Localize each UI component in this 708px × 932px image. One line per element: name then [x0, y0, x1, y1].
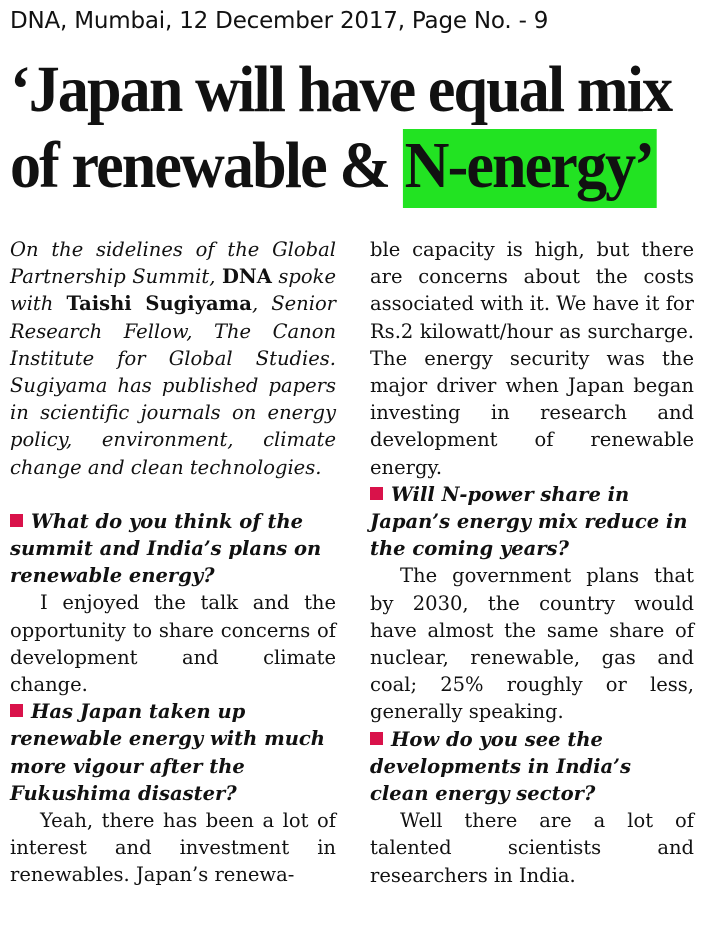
- intro-paragraph: [10, 236, 336, 481]
- answer-2-part-1: Yeah, there has been a lot of interest and investment in renewables. Japan’s renewa-: [10, 809, 336, 887]
- question-4: [370, 726, 694, 808]
- headline-highlight: N-energy’: [403, 129, 657, 208]
- intro-bold-dna: DNA: [221, 265, 272, 289]
- question-3-text: Will N-power share in Japan’s energy mix reduce in the coming years?: [370, 482, 688, 561]
- intro-text-2: spoke with: [10, 265, 336, 316]
- intro-bold-name: Taishi Sugiyama: [66, 292, 252, 316]
- answer-2-part-2: ble capacity is high, but there are concerns about the costs associated with it. We have it for Rs.2 kilowatt/hour as surcharge. The energy security was the major driver when Japan began investing in research and development of renewable energy.: [370, 238, 694, 479]
- answer-3: The government plans that by 2030, the country would have almost the same share of nuclear, renewable, gas and coal; 25% roughly or less, generally speaking.: [370, 564, 694, 724]
- question-4-text: How do you see the developments in India’s clean energy sector?: [370, 727, 631, 806]
- headline-line-2-text: of renewable &: [10, 129, 403, 202]
- bullet-square-icon: [370, 487, 383, 500]
- question-2: [10, 698, 336, 807]
- answer-4: Well there are a lot of talented scientists and researchers in India.: [370, 809, 694, 887]
- question-3: [370, 481, 694, 563]
- column-right: [370, 236, 694, 889]
- intro-text-3: , Senior Research Fellow, The Canon Institute for Global Studies. Sugiyama has published papers in scientific journals on energy policy, environment, climate change and clean technologies.: [10, 292, 337, 479]
- column-left: [10, 236, 336, 889]
- question-2-text: Has Japan taken up renewable energy with much more vigour after the Fukushima disaster?: [10, 700, 325, 805]
- intro-text-1: On the sidelines of the Global Partnership Summit,: [10, 238, 336, 289]
- question-1: [10, 508, 336, 590]
- headline: [10, 52, 672, 204]
- answer-1: I enjoyed the talk and the opportunity to share concerns of development and climate change.: [10, 591, 336, 697]
- spacer: [10, 481, 336, 508]
- headline-line-1: ‘Japan will have equal mix: [10, 53, 672, 126]
- headline-line-2: [10, 128, 668, 204]
- bullet-square-icon: [10, 704, 23, 717]
- bullet-square-icon: [10, 514, 23, 527]
- dateline: DNA, Mumbai, 12 December 2017, Page No. - 9: [10, 8, 549, 34]
- question-1-text: What do you think of the summit and India’s plans on renewable energy?: [10, 509, 322, 588]
- bullet-square-icon: [370, 732, 383, 745]
